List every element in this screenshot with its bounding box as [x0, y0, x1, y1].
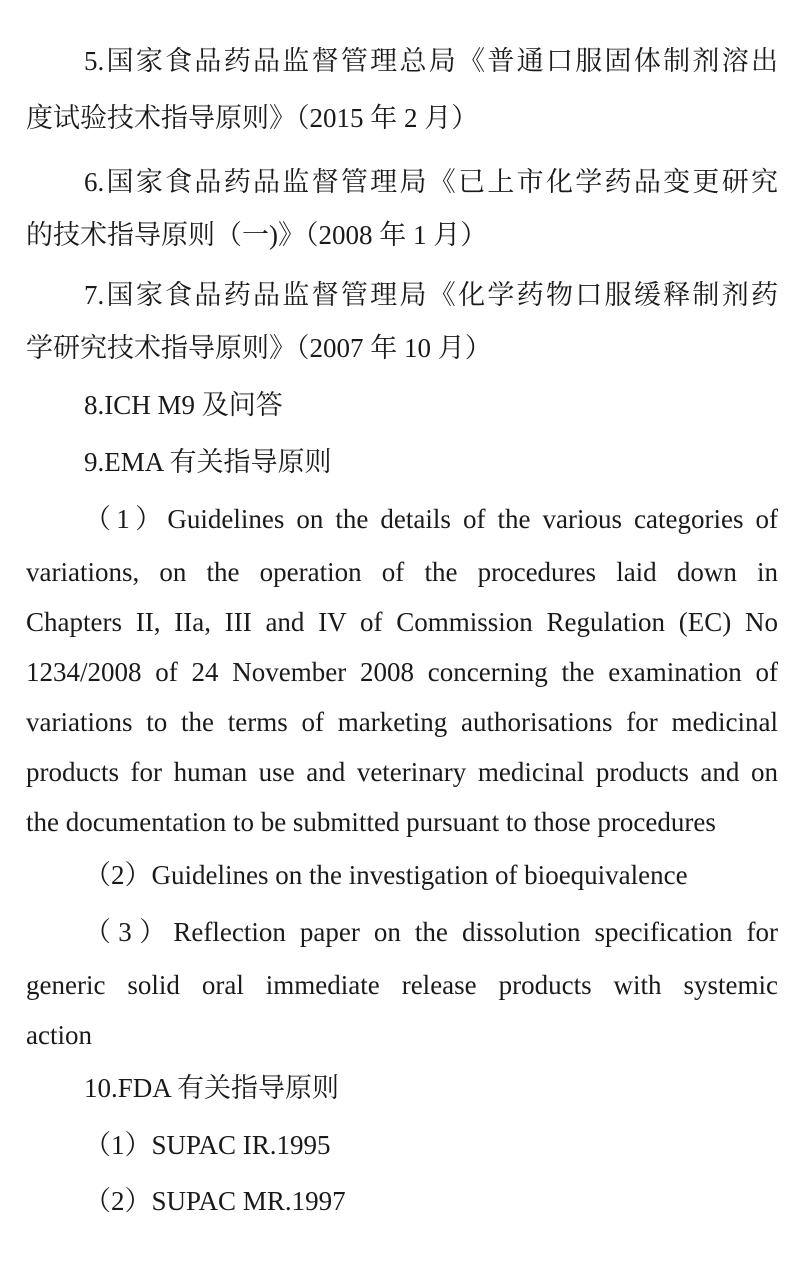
ema-item-1-line-1: （1）Guidelines on the details of the various categories of: [84, 504, 778, 534]
reference-5-line-2: 度试验技术指导原则》（2015 年 2 月）: [26, 103, 479, 133]
reference-7-line-2: 学研究技术指导原则》（2007 年 10 月）: [26, 333, 492, 363]
ema-item-1-line-7: the documentation to be submitted pursuant to those procedures: [26, 807, 716, 837]
ema-item-1-line-5: variations to the terms of marketing authorisations for medicinal: [26, 707, 778, 737]
ema-item-1-line-2: variations, on the operation of the procedures laid down in: [26, 557, 778, 587]
ema-item-3-line-1: （3）Reflection paper on the dissolution specification for: [84, 917, 778, 947]
reference-5-line-1: 5.国家食品药品监督管理总局《普通口服固体制剂溶出: [84, 46, 778, 76]
ema-item-1-line-4: 1234/2008 of 24 November 2008 concerning the examination of: [26, 657, 778, 687]
reference-7-line-1: 7.国家食品药品监督管理局《化学药物口服缓释制剂药: [84, 280, 778, 310]
reference-8: 8.ICH M9 及问答: [84, 390, 283, 420]
fda-item-2: （2）SUPAC MR.1997: [84, 1186, 346, 1216]
ema-item-1-line-3: Chapters II, IIa, III and IV of Commission Regulation (EC) No: [26, 607, 778, 637]
ema-item-1-line-6: products for human use and veterinary medicinal products and on: [26, 757, 778, 787]
ema-item-3-line-3: action: [26, 1020, 92, 1050]
ema-item-2: （2）Guidelines on the investigation of bioequivalence: [84, 860, 688, 890]
reference-6-line-2: 的技术指导原则（一)》（2008 年 1 月）: [26, 220, 488, 250]
ema-item-3-line-2: generic solid oral immediate release products with systemic: [26, 970, 778, 1000]
reference-6-line-1: 6.国家食品药品监督管理局《已上市化学药品变更研究: [84, 167, 778, 197]
fda-item-1: （1）SUPAC IR.1995: [84, 1130, 331, 1160]
fda-heading: 10.FDA 有关指导原则: [84, 1073, 340, 1103]
reference-9-heading: 9.EMA 有关指导原则: [84, 447, 332, 477]
